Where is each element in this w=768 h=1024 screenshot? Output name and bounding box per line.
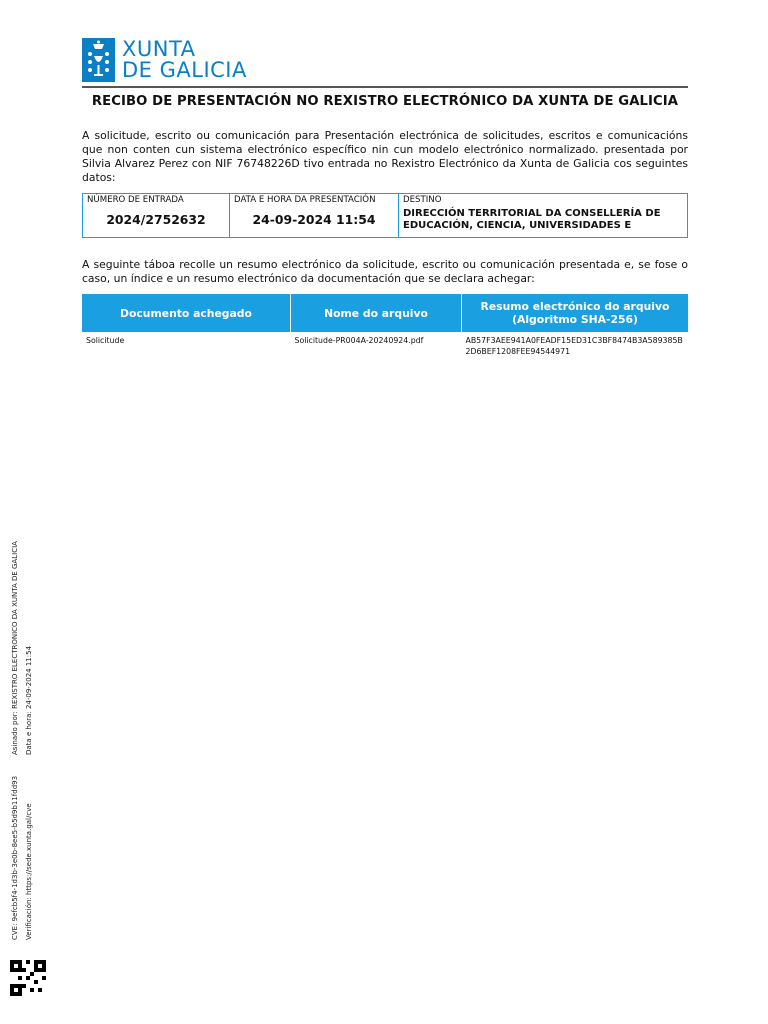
- header-filename: Nome do arquivo: [291, 294, 462, 332]
- logo-line-2: DE GALICIA: [122, 58, 247, 82]
- table-header-row: [82, 294, 688, 332]
- hash-cell: AB57F3AEE941A0FEADF15ED31C3BF8474B3A589385B2D6BEF1208FEE94544971: [465, 336, 683, 356]
- entry-summary-box: [82, 193, 688, 238]
- header-document: Documento achegado: [82, 294, 291, 332]
- header-rule: [82, 86, 688, 88]
- entry-datetime-cell: [230, 194, 399, 237]
- galicia-shield-icon: [82, 38, 115, 82]
- table-intro-paragraph: A seguinte táboa recolle un resumo electrónico da solicitude, escrito ou comunicación presentada e, se fose o caso, un índice e un resumo electrónico da documentación que se declara achegar:: [82, 258, 688, 285]
- header-hash: Resumo electrónico do arquivo (Algoritmo SHA-256): [462, 294, 689, 332]
- entry-destination-cell: [399, 194, 687, 237]
- filename-cell: Solicitude-PR004A-20240924.pdf: [294, 336, 424, 345]
- qr-code-icon: [10, 960, 46, 996]
- entry-datetime-value: 24-09-2024 11:54: [252, 212, 376, 227]
- document-type-cell: Solicitude: [86, 336, 125, 345]
- documents-table: [82, 294, 688, 360]
- logo-text: [122, 39, 247, 81]
- logo-line-1: XUNTA: [122, 37, 196, 61]
- table-row: [82, 332, 688, 360]
- intro-paragraph: A solicitude, escrito ou comunicación para Presentación electrónica de solicitudes, escritos e comunicacións que non conten cun sistema electrónico específico nin cun modelo electrónico normalizado. presentada por Silvia Alvarez Perez con NIF 76748226D tivo entrada no Rexistro Electrónico da Xunta de Galicia cos seguintes datos:: [82, 129, 688, 184]
- verification-url[interactable]: Verificación: https://sede.xunta.gal/cve: [25, 803, 33, 940]
- entry-number-value: 2024/2752632: [106, 212, 206, 227]
- signed-by: Asinado por: REXISTRO ELECTRONICO DA XUNTA DE GALICIA: [11, 541, 19, 755]
- cve-code: CVE: 9efcb5f4-1d3b-3e0b-8ee5-b5d9b11fdd93: [11, 775, 19, 940]
- document-title: RECIBO DE PRESENTACIÓN NO REXISTRO ELECTRÓNICO DA XUNTA DE GALICIA: [91, 94, 679, 109]
- entry-datetime-label: DATA E HORA DA PRESENTACIÓN: [234, 195, 376, 205]
- xunta-logo: [82, 38, 247, 82]
- entry-destination-label: DESTINO: [403, 195, 442, 205]
- signature-date: Data e hora: 24-09-2024 11:54: [25, 645, 33, 755]
- entry-number-cell: [83, 194, 230, 237]
- entry-destination-value: DIRECCIÓN TERRITORIAL DA CONSELLERÍA DE EDUCACIÓN, CIENCIA, UNIVERSIDADES E: [403, 208, 661, 231]
- entry-number-label: NÚMERO DE ENTRADA: [87, 195, 184, 205]
